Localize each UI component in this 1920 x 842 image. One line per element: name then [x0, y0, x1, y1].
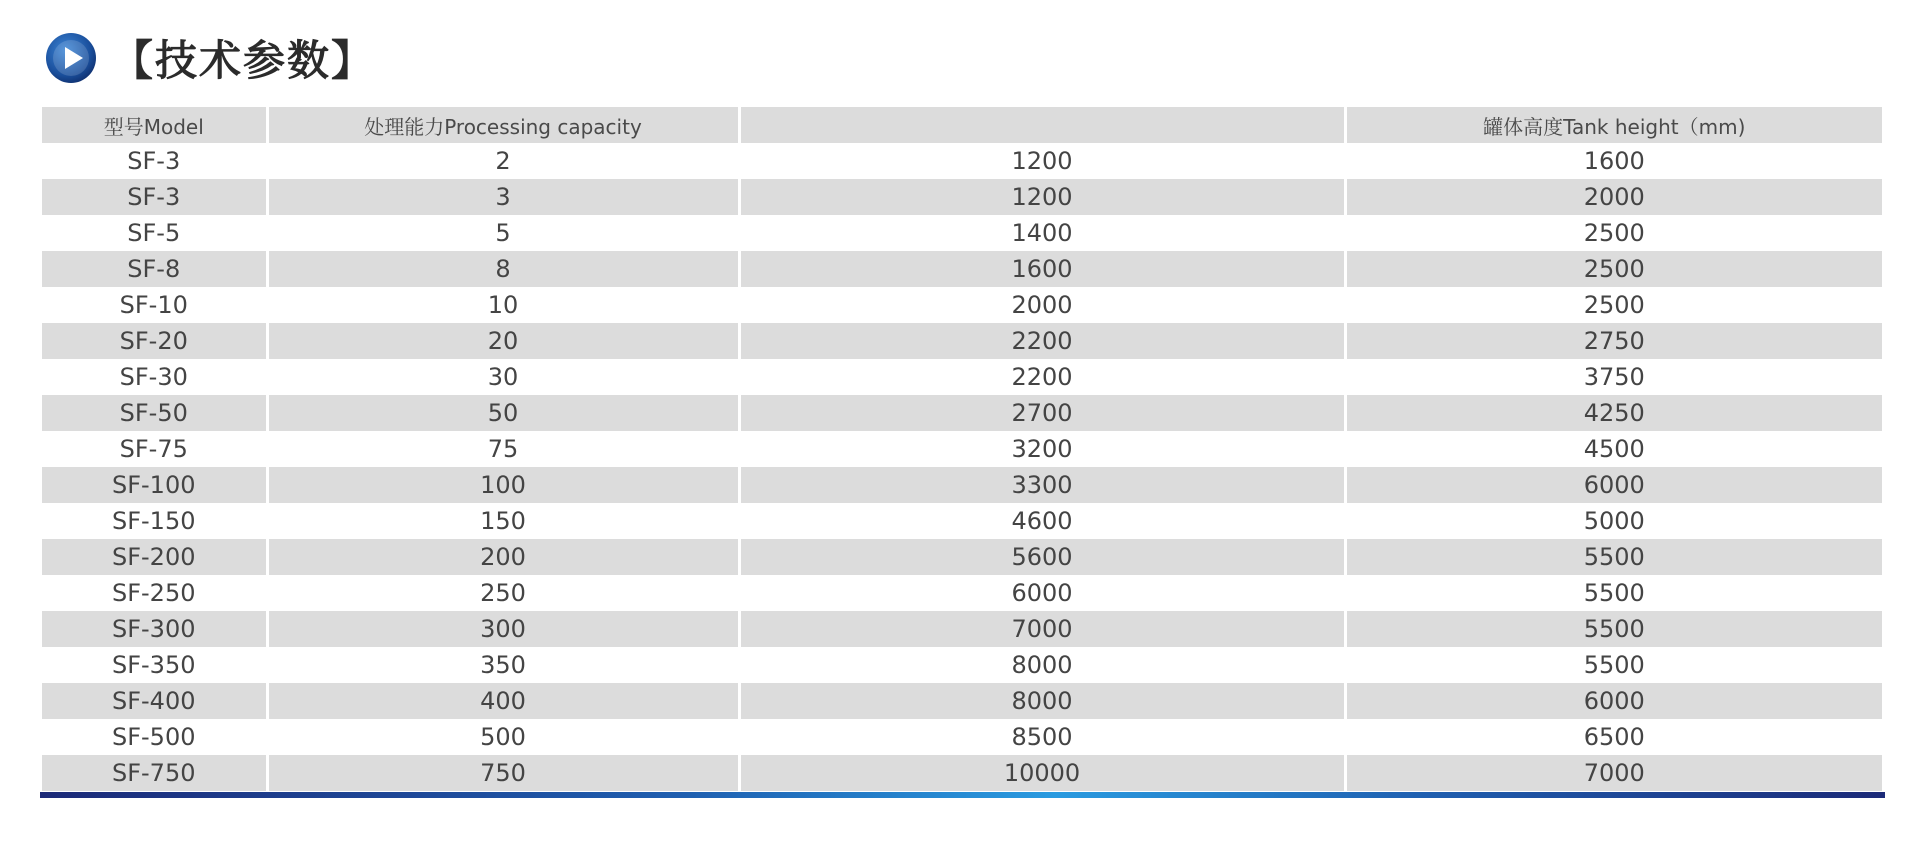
cell-model: SF-500: [42, 719, 267, 755]
table-row: [42, 719, 1882, 755]
table-row: [42, 359, 1882, 395]
cell-model: SF-750: [42, 755, 267, 791]
cell-model: SF-350: [42, 647, 267, 683]
cell-capacity: 500: [267, 719, 739, 755]
cell-capacity: 150: [267, 503, 739, 539]
cell-capacity: 30: [267, 359, 739, 395]
parameters-table: [42, 107, 1882, 791]
cell-capacity: 350: [267, 647, 739, 683]
cell-capacity: 10: [267, 287, 739, 323]
section-header: [45, 28, 375, 88]
header-capacity: 处理能力Processing capacity: [267, 107, 739, 143]
cell-diameter: 4600: [739, 503, 1345, 539]
play-circle-icon: [45, 32, 97, 84]
cell-model: SF-300: [42, 611, 267, 647]
cell-tank-height: 5500: [1345, 647, 1882, 683]
cell-model: SF-8: [42, 251, 267, 287]
cell-capacity: 750: [267, 755, 739, 791]
table-row: [42, 503, 1882, 539]
cell-model: SF-100: [42, 467, 267, 503]
cell-tank-height: 4250: [1345, 395, 1882, 431]
cell-tank-height: 6000: [1345, 467, 1882, 503]
cell-diameter: 3300: [739, 467, 1345, 503]
cell-tank-height: 6000: [1345, 683, 1882, 719]
cell-diameter: 1400: [739, 215, 1345, 251]
cell-tank-height: 4500: [1345, 431, 1882, 467]
table-row: [42, 215, 1882, 251]
cell-capacity: 400: [267, 683, 739, 719]
cell-capacity: 75: [267, 431, 739, 467]
bottom-divider: [40, 792, 1885, 798]
cell-capacity: 200: [267, 539, 739, 575]
cell-capacity: 2: [267, 143, 739, 179]
cell-diameter: 5600: [739, 539, 1345, 575]
cell-diameter: 1200: [739, 179, 1345, 215]
table-row: [42, 683, 1882, 719]
table-row: [42, 431, 1882, 467]
cell-capacity: 8: [267, 251, 739, 287]
table-row: [42, 323, 1882, 359]
cell-tank-height: 2500: [1345, 215, 1882, 251]
header-tank-height: 罐体高度Tank height（mm): [1345, 107, 1882, 143]
cell-diameter: 7000: [739, 611, 1345, 647]
cell-tank-height: 3750: [1345, 359, 1882, 395]
cell-diameter: 10000: [739, 755, 1345, 791]
page-title: 【技术参数】: [111, 36, 376, 85]
cell-tank-height: 1600: [1345, 143, 1882, 179]
cell-tank-height: 2750: [1345, 323, 1882, 359]
cell-capacity: 50: [267, 395, 739, 431]
cell-tank-height: 5000: [1345, 503, 1882, 539]
cell-model: SF-10: [42, 287, 267, 323]
cell-diameter: 2000: [739, 287, 1345, 323]
header-model: 型号Model: [42, 107, 267, 143]
cell-capacity: 20: [267, 323, 739, 359]
cell-model: SF-250: [42, 575, 267, 611]
cell-capacity: 250: [267, 575, 739, 611]
table-row: [42, 467, 1882, 503]
table-row: [42, 179, 1882, 215]
cell-diameter: 2700: [739, 395, 1345, 431]
cell-model: SF-50: [42, 395, 267, 431]
cell-model: SF-3: [42, 143, 267, 179]
cell-model: SF-75: [42, 431, 267, 467]
cell-model: SF-30: [42, 359, 267, 395]
cell-diameter: 1200: [739, 143, 1345, 179]
table-row: [42, 539, 1882, 575]
table-row: [42, 395, 1882, 431]
cell-diameter: 6000: [739, 575, 1345, 611]
table-row: [42, 251, 1882, 287]
parameters-table-container: [42, 107, 1882, 791]
cell-tank-height: 5500: [1345, 575, 1882, 611]
cell-tank-height: 6500: [1345, 719, 1882, 755]
cell-capacity: 3: [267, 179, 739, 215]
cell-tank-height: 7000: [1345, 755, 1882, 791]
table-row: [42, 755, 1882, 791]
table-row: [42, 611, 1882, 647]
cell-model: SF-3: [42, 179, 267, 215]
cell-model: SF-400: [42, 683, 267, 719]
cell-tank-height: 2500: [1345, 287, 1882, 323]
table-row: [42, 647, 1882, 683]
cell-capacity: 100: [267, 467, 739, 503]
cell-tank-height: 2000: [1345, 179, 1882, 215]
cell-capacity: 5: [267, 215, 739, 251]
cell-capacity: 300: [267, 611, 739, 647]
table-row: [42, 575, 1882, 611]
cell-diameter: 3200: [739, 431, 1345, 467]
cell-model: SF-20: [42, 323, 267, 359]
table-header-row: [42, 107, 1882, 143]
cell-model: SF-5: [42, 215, 267, 251]
cell-model: SF-150: [42, 503, 267, 539]
cell-tank-height: 5500: [1345, 611, 1882, 647]
cell-diameter: 2200: [739, 359, 1345, 395]
table-row: [42, 287, 1882, 323]
cell-tank-height: 2500: [1345, 251, 1882, 287]
cell-diameter: 8000: [739, 683, 1345, 719]
header-diameter: [739, 107, 1345, 143]
cell-diameter: 8000: [739, 647, 1345, 683]
table-body: [42, 143, 1882, 791]
cell-model: SF-200: [42, 539, 267, 575]
cell-tank-height: 5500: [1345, 539, 1882, 575]
cell-diameter: 1600: [739, 251, 1345, 287]
cell-diameter: 2200: [739, 323, 1345, 359]
table-row: [42, 143, 1882, 179]
cell-diameter: 8500: [739, 719, 1345, 755]
